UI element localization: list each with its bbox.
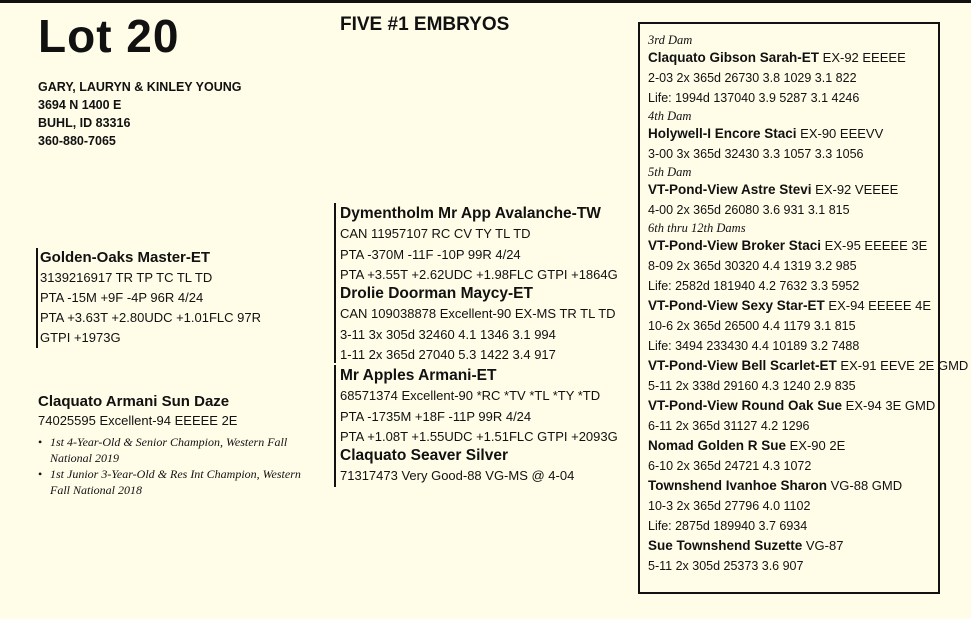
- sire-block: [36, 248, 261, 348]
- dam-sire-line: 68571374 Excellent-90 *RC *TV *TL *TY *TD: [340, 388, 601, 403]
- ancestor-name: [648, 180, 938, 200]
- ancestor-name: [648, 236, 938, 256]
- sire-line: PTA +3.63T +2.80UDC +1.01FLC 97R: [40, 310, 262, 325]
- record-line: 10-3 2x 365d 27796 4.0 1102: [648, 499, 811, 513]
- honor-text: 1st 4-Year-Old & Senior Champion, Western Fall National 2019: [50, 435, 288, 465]
- record-line: Life: 1994d 137040 3.9 5287 3.1 4246: [648, 91, 860, 105]
- ancestor-score: EX-90 2E: [786, 438, 846, 453]
- bullet-icon: •: [38, 435, 43, 449]
- sire-sire-line: PTA +3.55T +2.62UDC +1.98FLC GTPI +1864G: [340, 267, 618, 282]
- ancestor-score: EX-91 EEVE 2E GMD: [836, 358, 969, 373]
- ancestor-name-text: Holywell-I Encore Staci: [648, 126, 797, 141]
- ancestor-name: [648, 536, 938, 556]
- consignor-address: 3694 N 1400 E: [38, 98, 122, 112]
- sire-sire-name: Dymentholm Mr App Avalanche-TW: [340, 205, 601, 222]
- dam-sire-line: PTA -1735M +18F -11P 99R 4/24: [340, 408, 532, 424]
- ancestor-score: EX-92 VEEEE: [811, 182, 899, 197]
- dam-sire-line: PTA +1.08T +1.55UDC +1.51FLC GTPI +2093G: [340, 429, 618, 444]
- sire-line: 3139216917 TR TP TC TL TD: [40, 270, 213, 285]
- ancestor-score: EX-92 EEEEE: [819, 50, 906, 65]
- ancestor-name: [648, 356, 969, 376]
- record-line: 10-6 2x 365d 26500 4.4 1179 3.1 815: [648, 319, 856, 333]
- dam-dam-block: [334, 445, 574, 487]
- honor-item: [38, 466, 305, 498]
- sire-line: PTA -15M +9F -4P 96R 4/24: [40, 290, 204, 305]
- dam-dam-line: 71317473 Very Good-88 VG-MS @ 4-04: [340, 468, 575, 483]
- ancestor-name-text: VT-Pond-View Broker Staci: [648, 238, 822, 253]
- lot-title: Lot 20: [38, 10, 180, 62]
- sire-dam-line: 3-11 3x 305d 32460 4.1 1346 3.1 994: [340, 326, 556, 342]
- ancestor-name: [648, 124, 938, 144]
- record-line: 8-09 2x 365d 30320 4.4 1319 3.2 985: [648, 259, 857, 273]
- consignor-city: BUHL, ID 83316: [38, 116, 131, 130]
- ancestor-name-text: VT-Pond-View Round Oak Sue: [648, 398, 843, 413]
- sire-line: GTPI +1973G: [40, 330, 121, 345]
- record-line: 6-11 2x 365d 31127 4.2 1296: [648, 419, 810, 433]
- generation-label: 6th thru 12th Dams: [648, 221, 746, 235]
- ancestor-name-text: Claquato Gibson Sarah-ET: [648, 50, 820, 65]
- dam-block: [38, 392, 305, 498]
- ancestor-name-text: VT-Pond-View Bell Scarlet-ET: [648, 358, 837, 373]
- bullet-icon: •: [38, 467, 43, 481]
- dam-id-line: 74025595 Excellent-94 EEEEE 2E: [38, 413, 238, 428]
- honor-text: 1st Junior 3-Year-Old & Res Int Champion, Western Fall National 2018: [50, 467, 301, 497]
- sire-sire-block: [334, 203, 618, 283]
- consignor-phone: 360-880-7065: [38, 134, 116, 148]
- ancestor-name-text: VT-Pond-View Astre Stevi: [648, 182, 812, 197]
- top-rule: [0, 0, 971, 3]
- record-line: 3-00 3x 365d 32430 3.3 1057 3.3 1056: [648, 147, 864, 161]
- consignor-block: [38, 78, 242, 150]
- ancestor-score: VG-88 GMD: [827, 478, 903, 493]
- record-line: 5-11 2x 305d 25373 3.6 907: [648, 559, 804, 573]
- generation-label: 3rd Dam: [648, 33, 693, 47]
- ancestor-score: EX-95 EEEEE 3E: [821, 238, 928, 253]
- dam-sire-name: Mr Apples Armani-ET: [340, 367, 497, 384]
- record-line: 5-11 2x 338d 29160 4.3 1240 2.9 835: [648, 379, 856, 393]
- record-line: 2-03 2x 365d 26730 3.8 1029 3.1 822: [648, 71, 857, 85]
- ancestor-score: EX-94 3E GMD: [842, 398, 936, 413]
- sire-dam-line: 1-11 2x 365d 27040 5.3 1422 3.4 917: [340, 347, 556, 362]
- ancestor-name: [648, 48, 938, 68]
- record-line: Life: 2582d 181940 4.2 7632 3.3 5952: [648, 279, 860, 293]
- dam-honors: [38, 434, 305, 498]
- ancestor-name: [648, 436, 938, 456]
- ancestor-score: EX-90 EEEVV: [796, 126, 884, 141]
- record-line: Life: 3494 233430 4.4 10189 3.2 7488: [648, 339, 860, 353]
- dam-name: Claquato Armani Sun Daze: [38, 393, 230, 410]
- sire-name: Golden-Oaks Master-ET: [40, 249, 211, 266]
- dam-sire-block: [334, 365, 618, 445]
- honor-item: [38, 434, 305, 466]
- dam-dam-name: Claquato Seaver Silver: [340, 447, 508, 464]
- record-line: 4-00 2x 365d 26080 3.6 931 3.1 815: [648, 203, 850, 217]
- maternal-pedigree-box: [638, 22, 969, 594]
- ancestor-name: [648, 396, 938, 416]
- sire-dam-line: CAN 109038878 Excellent-90 EX-MS TR TL TD: [340, 306, 616, 321]
- ancestor-name-text: Townshend Ivanhoe Sharon: [648, 478, 828, 493]
- ancestor-name-text: VT-Pond-View Sexy Star-ET: [648, 298, 825, 313]
- sire-sire-line: PTA -370M -11F -10P 99R 4/24: [340, 246, 521, 262]
- ancestor-name: [648, 296, 938, 316]
- ancestor-score: EX-94 EEEEE 4E: [824, 298, 932, 313]
- sire-sire-line: CAN 11957107 RC CV TY TL TD: [340, 226, 531, 241]
- record-line: 6-10 2x 365d 24721 4.3 1072: [648, 459, 812, 473]
- offering-title: FIVE #1 EMBRYOS: [340, 14, 510, 35]
- generation-label: 5th Dam: [648, 165, 692, 179]
- ancestor-name-text: Nomad Golden R Sue: [648, 438, 787, 453]
- sire-dam-name: Drolie Doorman Maycy-ET: [340, 285, 533, 302]
- consignor-name: GARY, LAURYN & KINLEY YOUNG: [38, 80, 242, 94]
- ancestor-name-text: Sue Townshend Suzette: [648, 538, 803, 553]
- ancestor-score: VG-87: [802, 538, 844, 553]
- record-line: Life: 2875d 189940 3.7 6934: [648, 519, 808, 533]
- generation-label: 4th Dam: [648, 109, 692, 123]
- ancestor-name: [648, 476, 938, 496]
- sire-dam-block: [334, 283, 616, 363]
